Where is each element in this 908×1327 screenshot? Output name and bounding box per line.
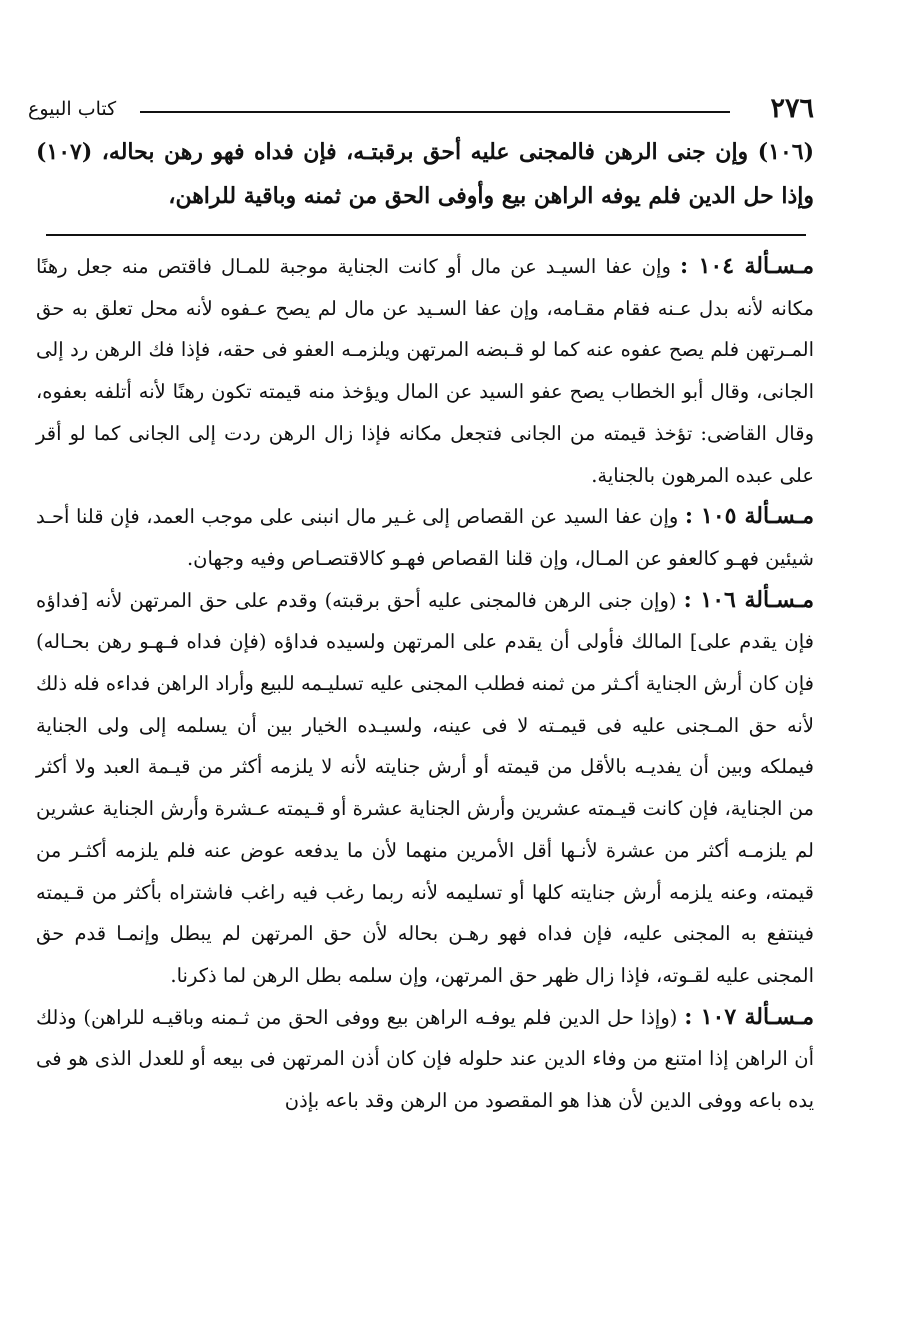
issue-label: مـسـألة ١٠٧ :: [684, 1003, 815, 1030]
issue-text: (وإذا حل الدين فلم يوفـه الراهن بيع ووفى الحق من ثـمنه وباقيـه للراهن) وذلك أن الراهن إذا امتنع من وفاء الدين عند حلوله فإن كان أذن المرتهن فى بيعه أو للعدل الذى هو فى يده باعه ووفى الدين لأن هذا هو المقصود من الرهن وقد باعه بإذن: [36, 1005, 814, 1113]
issue-text: وإن عفا السيد عن القصاص إلى غـير مال انبنى على موجب العمد، فإن قلنا أحـد شيئين فهـو كالعفو عن المـال، وإن قلنا القصاص فهـو كالاقتصـاص وفيه وجهان.: [36, 505, 814, 570]
main-text: (١٠٦) وإن جنى الرهن فالمجنى عليه أحق برقبتـه، فإن فداه فهو رهن بحاله، (١٠٧) وإذا حل الدين فلم يوفه الراهن بيع وأوفى الحق من ثمنه وباقية للراهن،: [36, 139, 814, 209]
issue-text: (وإن جنى الرهن فالمجنى عليه أحق برقبته) وقدم على حق المرتهن لأنه [فداؤه فإن يقدم على] المالك فأولى أن يقدم على المرتهن ولسيده فداؤه (فإن فداه فـهـو رهن بحـاله) فإن كان أرش الجناية أكـثر من ثمنه فطلب المجنى عليه تسليـمه للبيع وأراد الراهن فداءه فله ذلك لأنه حق المـجنى عليه فى قيمـته لا فى عينه، ولسيـده الخيار بين أن يسلمه إلى ولى الجناية فيملكه وبين أن يفديـه بالأقل من قيمته أو أرش جنايته لأنه لا يلزمه أكثر من قيـمة العبد ولا أكثر من الجناية، فإن كانت قيـمته عشرين وأرش الجناية عشرة أو قـيمته عـشرة وأرش الجناية عشرين لم يلزمـه أكثر من عشرة لأنـها أقل الأمرين منهما لأن ما يدفعه عوض عنه فلم يلزمه أكثـر من قيمته، وعنه يلزمه أرش جنايته كلها أو تسليمه لأنه ربما رغب فيه راغب فاشتراه بأكثر من قـيمته فينتفع به المجنى عليه، فإن فداه فهو رهـن بحاله لأن حق المرتهن لم يبطل وإنمـا قدم حق المجنى عليه لقـوته، فإذا زال ظهر حق المرتهن، وإن سلمه بطل الرهن لما ذكرنا.: [36, 588, 814, 987]
page-header: [28, 92, 814, 128]
issue-paragraph: [36, 997, 814, 1122]
issue-label: مـسـألة ١٠٥ :: [684, 503, 814, 530]
issue-label: مـسـألة ١٠٦ :: [683, 586, 814, 613]
page-number: ٢٧٦: [770, 93, 814, 124]
issue-label: مـسـألة ١٠٤ :: [679, 253, 814, 279]
running-title: كتاب البيوع: [28, 98, 117, 120]
issue-paragraph: [36, 496, 814, 579]
issue-text: وإن عفا السيـد عن مال أو كانت الجناية موجبة للمـال فاقتص منه جعل رهنًا مكانه لأنه بدل عـنه فقام مقـامه، وإن عفا السـيد عن مال لم يصح عـفوه لأنه محل تعلق به حق المـرتهن فلم يصح عفوه عنه كما لو قـبضه المرتهن ويلزمـه العفو فى حقه، فإذا فك الرهن رد إلى الجانى، وقال أبو الخطاب يصح عفو السيد عن المال ويؤخذ منه قيمته تكون رهنًا لأنه أتلفه بعفوه، وقال القاضى: تؤخذ قيمته من الجانى فتجعل مكانه فإذا زال الرهن ردت إلى الجانى كما لو أقر على عبده المرهون بالجناية.: [36, 255, 814, 487]
issue-paragraph: [36, 246, 814, 496]
header-rule: [140, 111, 730, 113]
issue-paragraph: [36, 580, 814, 997]
main-text-divider: [46, 234, 806, 236]
commentary: [36, 246, 814, 1122]
